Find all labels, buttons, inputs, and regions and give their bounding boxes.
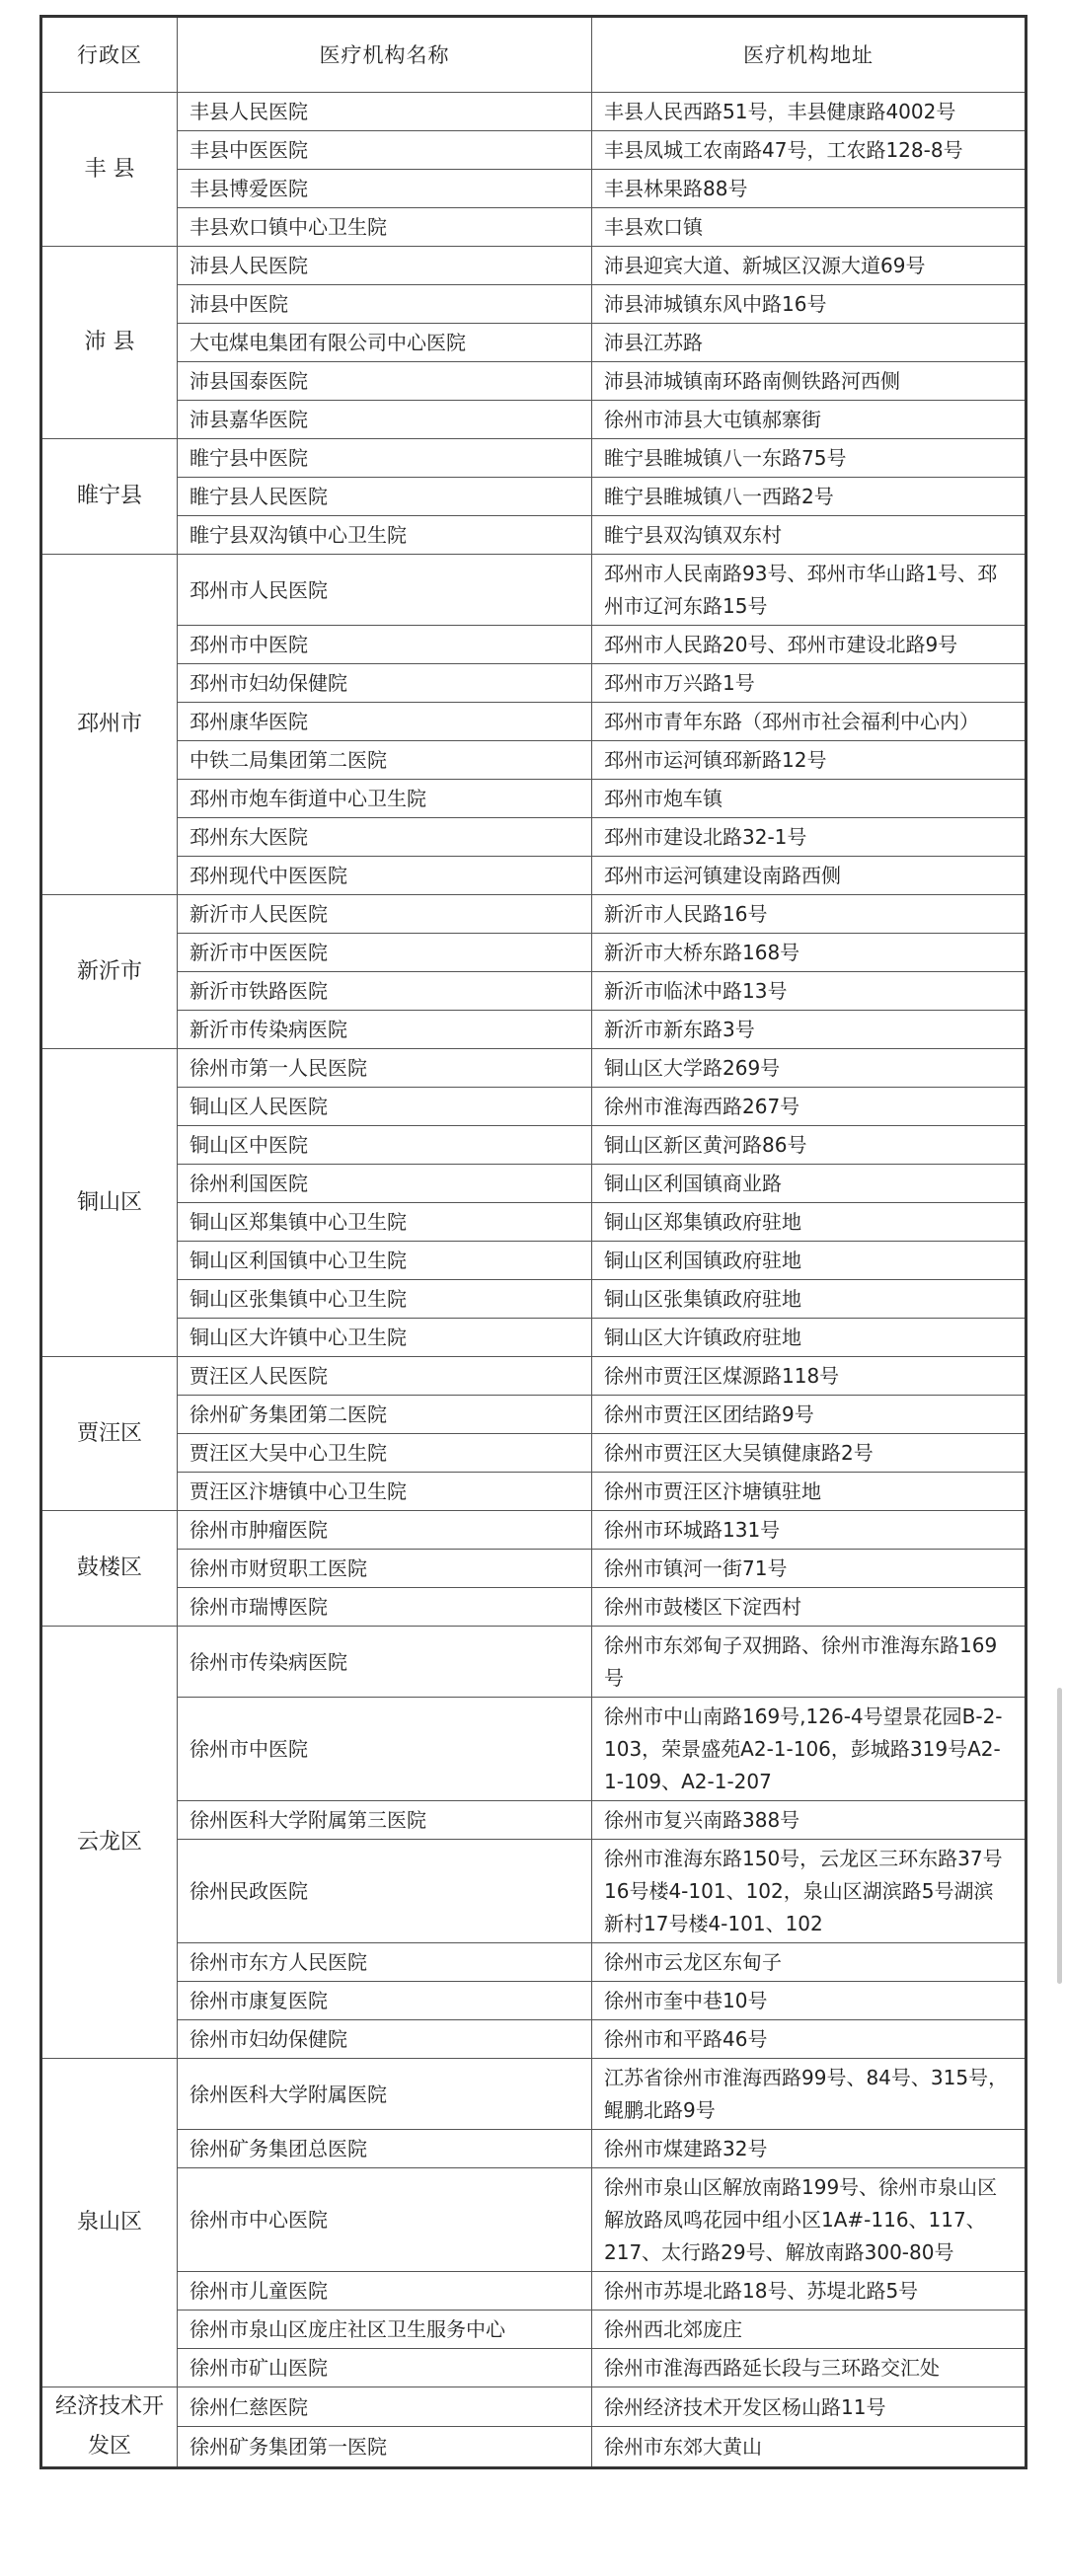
institution-address-cell: 铜山区利国镇政府驻地 — [592, 1242, 1027, 1280]
institution-name-cell: 沛县国泰医院 — [178, 362, 592, 401]
institution-name-cell: 睢宁县中医院 — [178, 439, 592, 478]
district-cell: 邳州市 — [41, 555, 178, 895]
institution-address-cell: 徐州市复兴南路388号 — [592, 1801, 1027, 1840]
institution-address-cell: 邳州市运河镇建设南路西侧 — [592, 857, 1027, 895]
institution-name-cell: 新沂市中医医院 — [178, 934, 592, 972]
institution-name-cell: 贾汪区大吴中心卫生院 — [178, 1434, 592, 1473]
district-cell: 泉山区 — [41, 2059, 178, 2387]
table-row — [41, 703, 1027, 741]
institution-address-cell: 徐州市煤建路32号 — [592, 2130, 1027, 2168]
institution-address-cell: 徐州市贾汪区大吴镇健康路2号 — [592, 1434, 1027, 1473]
institution-address-cell: 铜山区利国镇商业路 — [592, 1165, 1027, 1203]
institution-name-cell: 丰县中医医院 — [178, 131, 592, 170]
institution-name-cell: 丰县欢口镇中心卫生院 — [178, 208, 592, 247]
institution-name-cell: 徐州民政医院 — [178, 1840, 592, 1943]
table-row — [41, 2130, 1027, 2168]
institution-name-cell: 徐州仁慈医院 — [178, 2387, 592, 2427]
institution-address-cell: 铜山区大许镇政府驻地 — [592, 1319, 1027, 1357]
table-row — [41, 1982, 1027, 2020]
institution-address-cell: 睢宁县睢城镇八一东路75号 — [592, 439, 1027, 478]
institution-address-cell: 徐州市云龙区东甸子 — [592, 1943, 1027, 1982]
institution-name-cell: 徐州市儿童医院 — [178, 2272, 592, 2311]
institution-name-cell: 铜山区人民医院 — [178, 1088, 592, 1126]
institution-name-cell: 邳州市中医院 — [178, 626, 592, 664]
institution-address-cell: 徐州市贾汪区团结路9号 — [592, 1396, 1027, 1434]
table-row — [41, 1396, 1027, 1434]
institution-address-cell: 邳州市人民路20号、邳州市建设北路9号 — [592, 626, 1027, 664]
institution-address-cell: 沛县迎宾大道、新城区汉源大道69号 — [592, 247, 1027, 285]
table-row — [41, 1126, 1027, 1165]
institution-address-cell: 新沂市大桥东路168号 — [592, 934, 1027, 972]
institution-address-cell: 徐州市环城路131号 — [592, 1511, 1027, 1550]
district-cell: 铜山区 — [41, 1049, 178, 1357]
institution-address-cell: 邳州市建设北路32-1号 — [592, 818, 1027, 857]
table-row — [41, 780, 1027, 818]
institution-name-cell: 徐州市第一人民医院 — [178, 1049, 592, 1088]
header-address: 医疗机构地址 — [592, 17, 1027, 93]
institution-address-cell: 沛县江苏路 — [592, 324, 1027, 362]
institution-name-cell: 徐州市东方人民医院 — [178, 1943, 592, 1982]
institution-name-cell: 贾汪区人民医院 — [178, 1357, 592, 1396]
table-row — [41, 131, 1027, 170]
institution-name-cell: 睢宁县双沟镇中心卫生院 — [178, 516, 592, 555]
institution-name-cell: 邳州现代中医医院 — [178, 857, 592, 895]
institution-address-cell: 徐州市贾汪区煤源路118号 — [592, 1357, 1027, 1396]
header-district: 行政区 — [41, 17, 178, 93]
table-row — [41, 741, 1027, 780]
institution-address-cell: 邳州市运河镇邳新路12号 — [592, 741, 1027, 780]
institution-name-cell: 铜山区张集镇中心卫生院 — [178, 1280, 592, 1319]
institution-address-cell: 徐州市淮海西路267号 — [592, 1088, 1027, 1126]
table-row — [41, 1473, 1027, 1511]
table-row — [41, 664, 1027, 703]
table-row — [41, 934, 1027, 972]
table-row — [41, 170, 1027, 208]
institution-name-cell: 沛县嘉华医院 — [178, 401, 592, 439]
table-body — [41, 93, 1027, 2468]
table-row — [41, 1242, 1027, 1280]
table-row — [41, 2059, 1027, 2130]
institution-address-cell: 丰县欢口镇 — [592, 208, 1027, 247]
institution-address-cell: 徐州西北郊庞庄 — [592, 2311, 1027, 2349]
institution-address-cell: 徐州市东郊甸子双拥路、徐州市淮海东路169号 — [592, 1627, 1027, 1698]
table-row — [41, 439, 1027, 478]
institution-name-cell: 铜山区大许镇中心卫生院 — [178, 1319, 592, 1357]
institution-name-cell: 徐州医科大学附属第三医院 — [178, 1801, 592, 1840]
institution-name-cell: 大屯煤电集团有限公司中心医院 — [178, 324, 592, 362]
institution-address-cell: 徐州市淮海东路150号，云龙区三环东路37号16号楼4-101、102，泉山区湖滨路5号湖滨新村17号楼4-101、102 — [592, 1840, 1027, 1943]
table-row — [41, 1049, 1027, 1088]
district-cell: 鼓楼区 — [41, 1511, 178, 1627]
institution-name-cell: 铜山区郑集镇中心卫生院 — [178, 1203, 592, 1242]
table-row — [41, 1943, 1027, 1982]
institution-address-cell: 徐州市鼓楼区下淀西村 — [592, 1588, 1027, 1627]
institution-name-cell: 睢宁县人民医院 — [178, 478, 592, 516]
institution-address-cell: 丰县林果路88号 — [592, 170, 1027, 208]
institution-name-cell: 沛县中医院 — [178, 285, 592, 324]
header-name: 医疗机构名称 — [178, 17, 592, 93]
institution-name-cell: 丰县博爱医院 — [178, 170, 592, 208]
table-row — [41, 1434, 1027, 1473]
district-cell: 睢宁县 — [41, 439, 178, 555]
institution-name-cell: 徐州市瑞博医院 — [178, 1588, 592, 1627]
table-row — [41, 1840, 1027, 1943]
institution-name-cell: 徐州市中心医院 — [178, 2168, 592, 2272]
institution-name-cell: 徐州市肿瘤医院 — [178, 1511, 592, 1550]
district-cell: 沛 县 — [41, 247, 178, 439]
institution-name-cell: 徐州市中医院 — [178, 1698, 592, 1801]
table-row — [41, 857, 1027, 895]
hospital-table — [39, 15, 1027, 2469]
institution-name-cell: 铜山区中医院 — [178, 1126, 592, 1165]
table-row — [41, 1698, 1027, 1801]
table-row — [41, 247, 1027, 285]
institution-address-cell: 铜山区张集镇政府驻地 — [592, 1280, 1027, 1319]
institution-address-cell: 沛县沛城镇南环路南侧铁路河西侧 — [592, 362, 1027, 401]
institution-name-cell: 邳州东大医院 — [178, 818, 592, 857]
institution-address-cell: 徐州经济技术开发区杨山路11号 — [592, 2387, 1027, 2427]
institution-name-cell: 贾汪区汴塘镇中心卫生院 — [178, 1473, 592, 1511]
table-row — [41, 972, 1027, 1011]
table-row — [41, 1011, 1027, 1049]
institution-name-cell: 中铁二局集团第二医院 — [178, 741, 592, 780]
institution-name-cell: 铜山区利国镇中心卫生院 — [178, 1242, 592, 1280]
institution-address-cell: 睢宁县双沟镇双东村 — [592, 516, 1027, 555]
institution-address-cell: 徐州市镇河一街71号 — [592, 1550, 1027, 1588]
institution-address-cell: 邳州市青年东路（邳州市社会福利中心内） — [592, 703, 1027, 741]
institution-address-cell: 丰县人民西路51号，丰县健康路4002号 — [592, 93, 1027, 131]
table-row — [41, 1801, 1027, 1840]
institution-name-cell: 徐州市泉山区庞庄社区卫生服务中心 — [178, 2311, 592, 2349]
table-row — [41, 2349, 1027, 2387]
table-row — [41, 895, 1027, 934]
institution-name-cell: 徐州矿务集团第二医院 — [178, 1396, 592, 1434]
table-row — [41, 818, 1027, 857]
institution-address-cell: 铜山区郑集镇政府驻地 — [592, 1203, 1027, 1242]
table-row — [41, 1203, 1027, 1242]
institution-address-cell: 徐州市中山南路169号,126-4号望景花园B-2-103，荣景盛苑A2-1-106，彭城路319号A2-1-109、A2-1-207 — [592, 1698, 1027, 1801]
table-row — [41, 93, 1027, 131]
district-cell: 丰 县 — [41, 93, 178, 247]
institution-name-cell: 徐州市妇幼保健院 — [178, 2020, 592, 2059]
table-row — [41, 324, 1027, 362]
institution-address-cell: 沛县沛城镇东风中路16号 — [592, 285, 1027, 324]
institution-address-cell: 铜山区新区黄河路86号 — [592, 1126, 1027, 1165]
institution-name-cell: 新沂市铁路医院 — [178, 972, 592, 1011]
institution-address-cell: 徐州市苏堤北路18号、苏堤北路5号 — [592, 2272, 1027, 2311]
institution-address-cell: 睢宁县睢城镇八一西路2号 — [592, 478, 1027, 516]
scrollbar[interactable] — [1057, 1688, 1062, 1984]
institution-address-cell: 丰县凤城工农南路47号，工农路128-8号 — [592, 131, 1027, 170]
table-row — [41, 2387, 1027, 2427]
institution-name-cell: 徐州利国医院 — [178, 1165, 592, 1203]
institution-address-cell: 徐州市奎中巷10号 — [592, 1982, 1027, 2020]
table-row — [41, 1357, 1027, 1396]
table-row — [41, 555, 1027, 626]
institution-name-cell: 徐州市传染病医院 — [178, 1627, 592, 1698]
institution-name-cell: 沛县人民医院 — [178, 247, 592, 285]
institution-name-cell: 徐州市康复医院 — [178, 1982, 592, 2020]
table-row — [41, 2168, 1027, 2272]
table-row — [41, 401, 1027, 439]
table-row — [41, 362, 1027, 401]
institution-name-cell: 邳州康华医院 — [178, 703, 592, 741]
table-row — [41, 478, 1027, 516]
institution-address-cell: 徐州市泉山区解放南路199号、徐州市泉山区解放路凤鸣花园中组小区1A#-116、117、217、太行路29号、解放南路300-80号 — [592, 2168, 1027, 2272]
institution-name-cell: 新沂市人民医院 — [178, 895, 592, 934]
district-cell: 云龙区 — [41, 1627, 178, 2059]
table-row — [41, 2020, 1027, 2059]
district-cell: 新沂市 — [41, 895, 178, 1049]
table-row — [41, 285, 1027, 324]
institution-address-cell: 徐州市淮海西路延长段与三环路交汇处 — [592, 2349, 1027, 2387]
institution-address-cell: 新沂市人民路16号 — [592, 895, 1027, 934]
institution-address-cell: 徐州市和平路46号 — [592, 2020, 1027, 2059]
institution-address-cell: 新沂市临沭中路13号 — [592, 972, 1027, 1011]
institution-name-cell: 徐州市财贸职工医院 — [178, 1550, 592, 1588]
institution-name-cell: 邳州市炮车街道中心卫生院 — [178, 780, 592, 818]
table-row — [41, 208, 1027, 247]
institution-address-cell: 新沂市新东路3号 — [592, 1011, 1027, 1049]
document-page — [39, 15, 1025, 2469]
table-row — [41, 2427, 1027, 2468]
table-row — [41, 1550, 1027, 1588]
table-row — [41, 1165, 1027, 1203]
institution-address-cell: 徐州市沛县大屯镇郝寨街 — [592, 401, 1027, 439]
table-row — [41, 1511, 1027, 1550]
institution-name-cell: 徐州矿务集团总医院 — [178, 2130, 592, 2168]
header-row — [41, 17, 1027, 93]
institution-name-cell: 徐州医科大学附属医院 — [178, 2059, 592, 2130]
table-row — [41, 1588, 1027, 1627]
table-row — [41, 2311, 1027, 2349]
institution-address-cell: 邳州市炮车镇 — [592, 780, 1027, 818]
institution-name-cell: 丰县人民医院 — [178, 93, 592, 131]
institution-name-cell: 邳州市人民医院 — [178, 555, 592, 626]
table-row — [41, 1627, 1027, 1698]
institution-address-cell: 徐州市贾汪区汴塘镇驻地 — [592, 1473, 1027, 1511]
table-row — [41, 516, 1027, 555]
table-row — [41, 1319, 1027, 1357]
institution-address-cell: 江苏省徐州市淮海西路99号、84号、315号，鲲鹏北路9号 — [592, 2059, 1027, 2130]
institution-address-cell: 铜山区大学路269号 — [592, 1049, 1027, 1088]
institution-address-cell: 邳州市万兴路1号 — [592, 664, 1027, 703]
institution-name-cell: 邳州市妇幼保健院 — [178, 664, 592, 703]
table-row — [41, 1280, 1027, 1319]
institution-address-cell: 徐州市东郊大黄山 — [592, 2427, 1027, 2468]
institution-address-cell: 邳州市人民南路93号、邳州市华山路1号、邳州市辽河东路15号 — [592, 555, 1027, 626]
table-row — [41, 626, 1027, 664]
institution-name-cell: 新沂市传染病医院 — [178, 1011, 592, 1049]
table-row — [41, 1088, 1027, 1126]
table-row — [41, 2272, 1027, 2311]
district-cell: 贾汪区 — [41, 1357, 178, 1511]
institution-name-cell: 徐州矿务集团第一医院 — [178, 2427, 592, 2468]
district-cell: 经济技术开发区 — [41, 2387, 178, 2468]
institution-name-cell: 徐州市矿山医院 — [178, 2349, 592, 2387]
